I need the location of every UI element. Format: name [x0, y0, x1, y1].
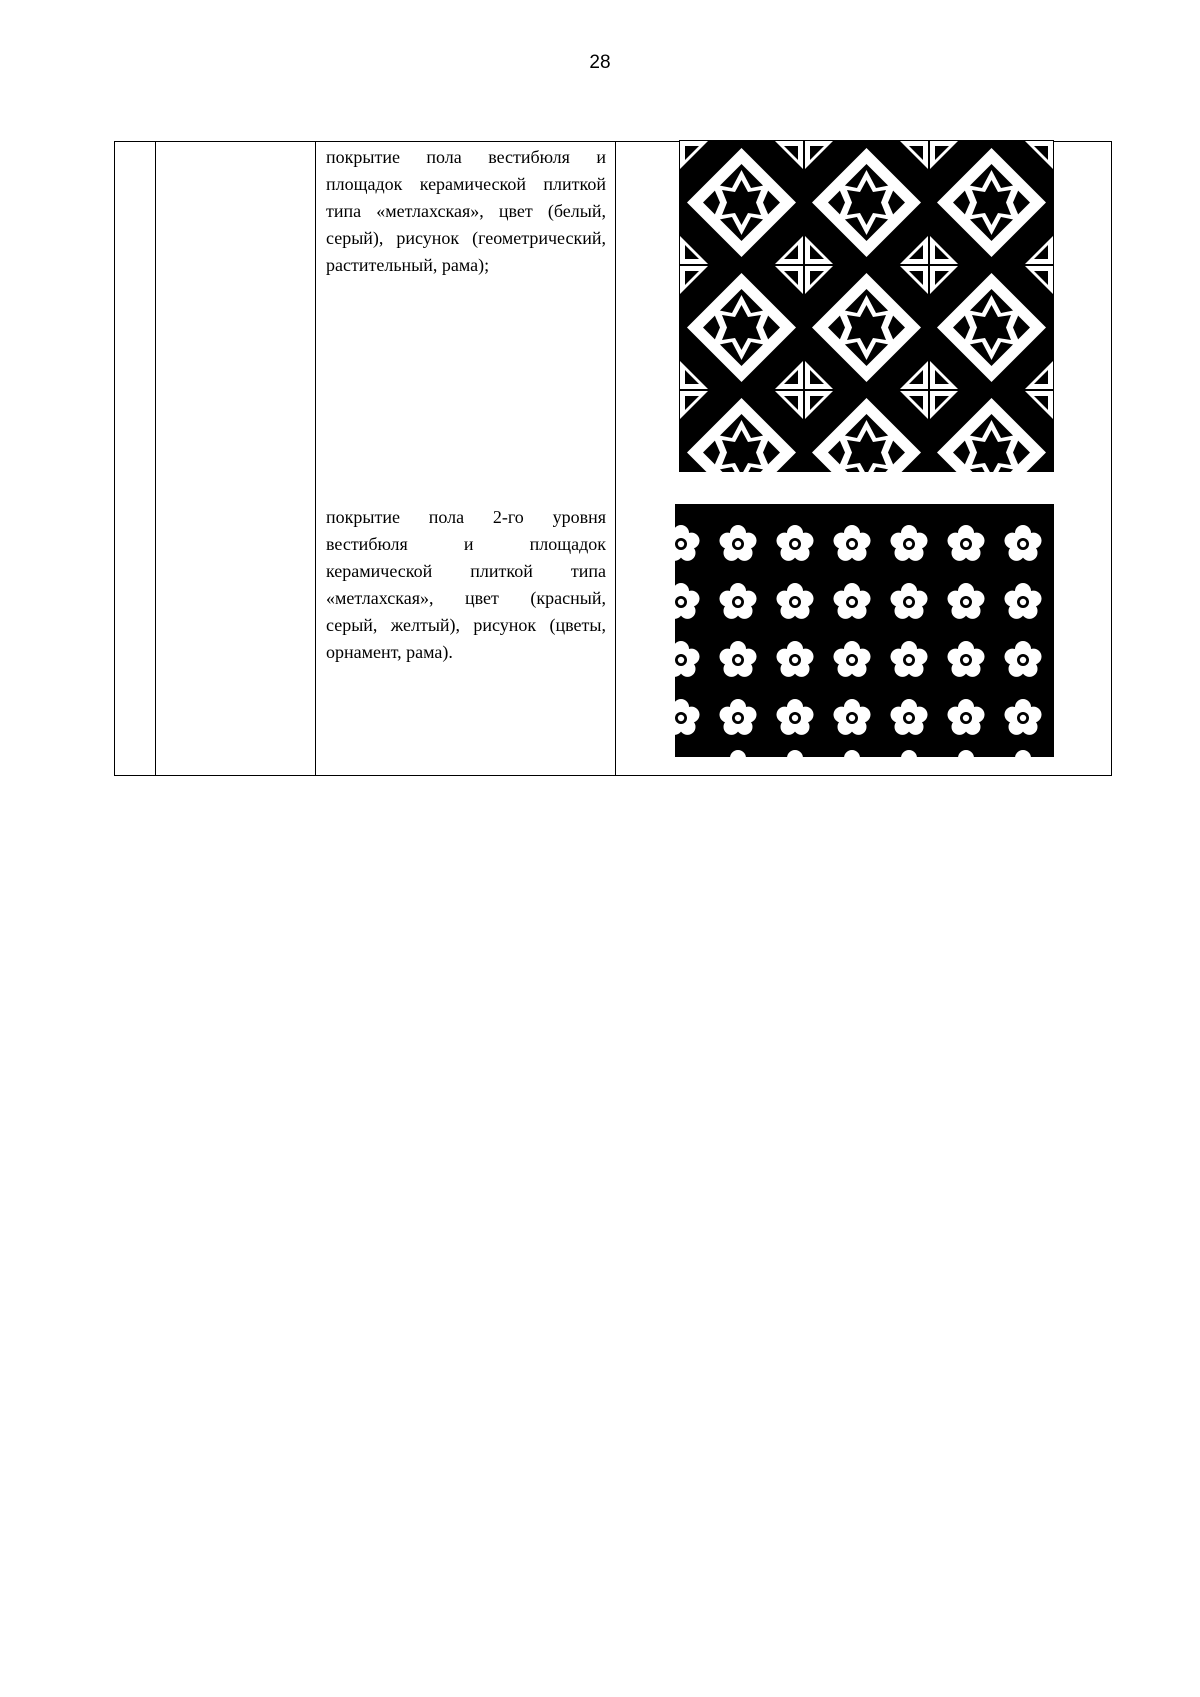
page-number: 28: [589, 52, 611, 73]
table-column-divider-3: [615, 142, 616, 775]
flower-tile-pattern-image: [675, 504, 1054, 757]
geometric-tile-pattern-image: [679, 140, 1054, 472]
table-column-divider-2: [315, 142, 316, 775]
table-row-2-description: покрытие пола 2-го уровня вестибюля и площадок керамической плиткой типа «метлахская», цвет (красный, серый, желтый), рисунок (цветы, орнамент, рама).: [326, 507, 606, 662]
document-table: [114, 141, 1112, 776]
table-column-divider-1: [155, 142, 156, 775]
table-row-1-description: покрытие пола вестибюля и площадок керамической плиткой типа «метлахская», цвет (белый, серый), рисунок (геометрический, растительный, рама);: [326, 147, 606, 275]
